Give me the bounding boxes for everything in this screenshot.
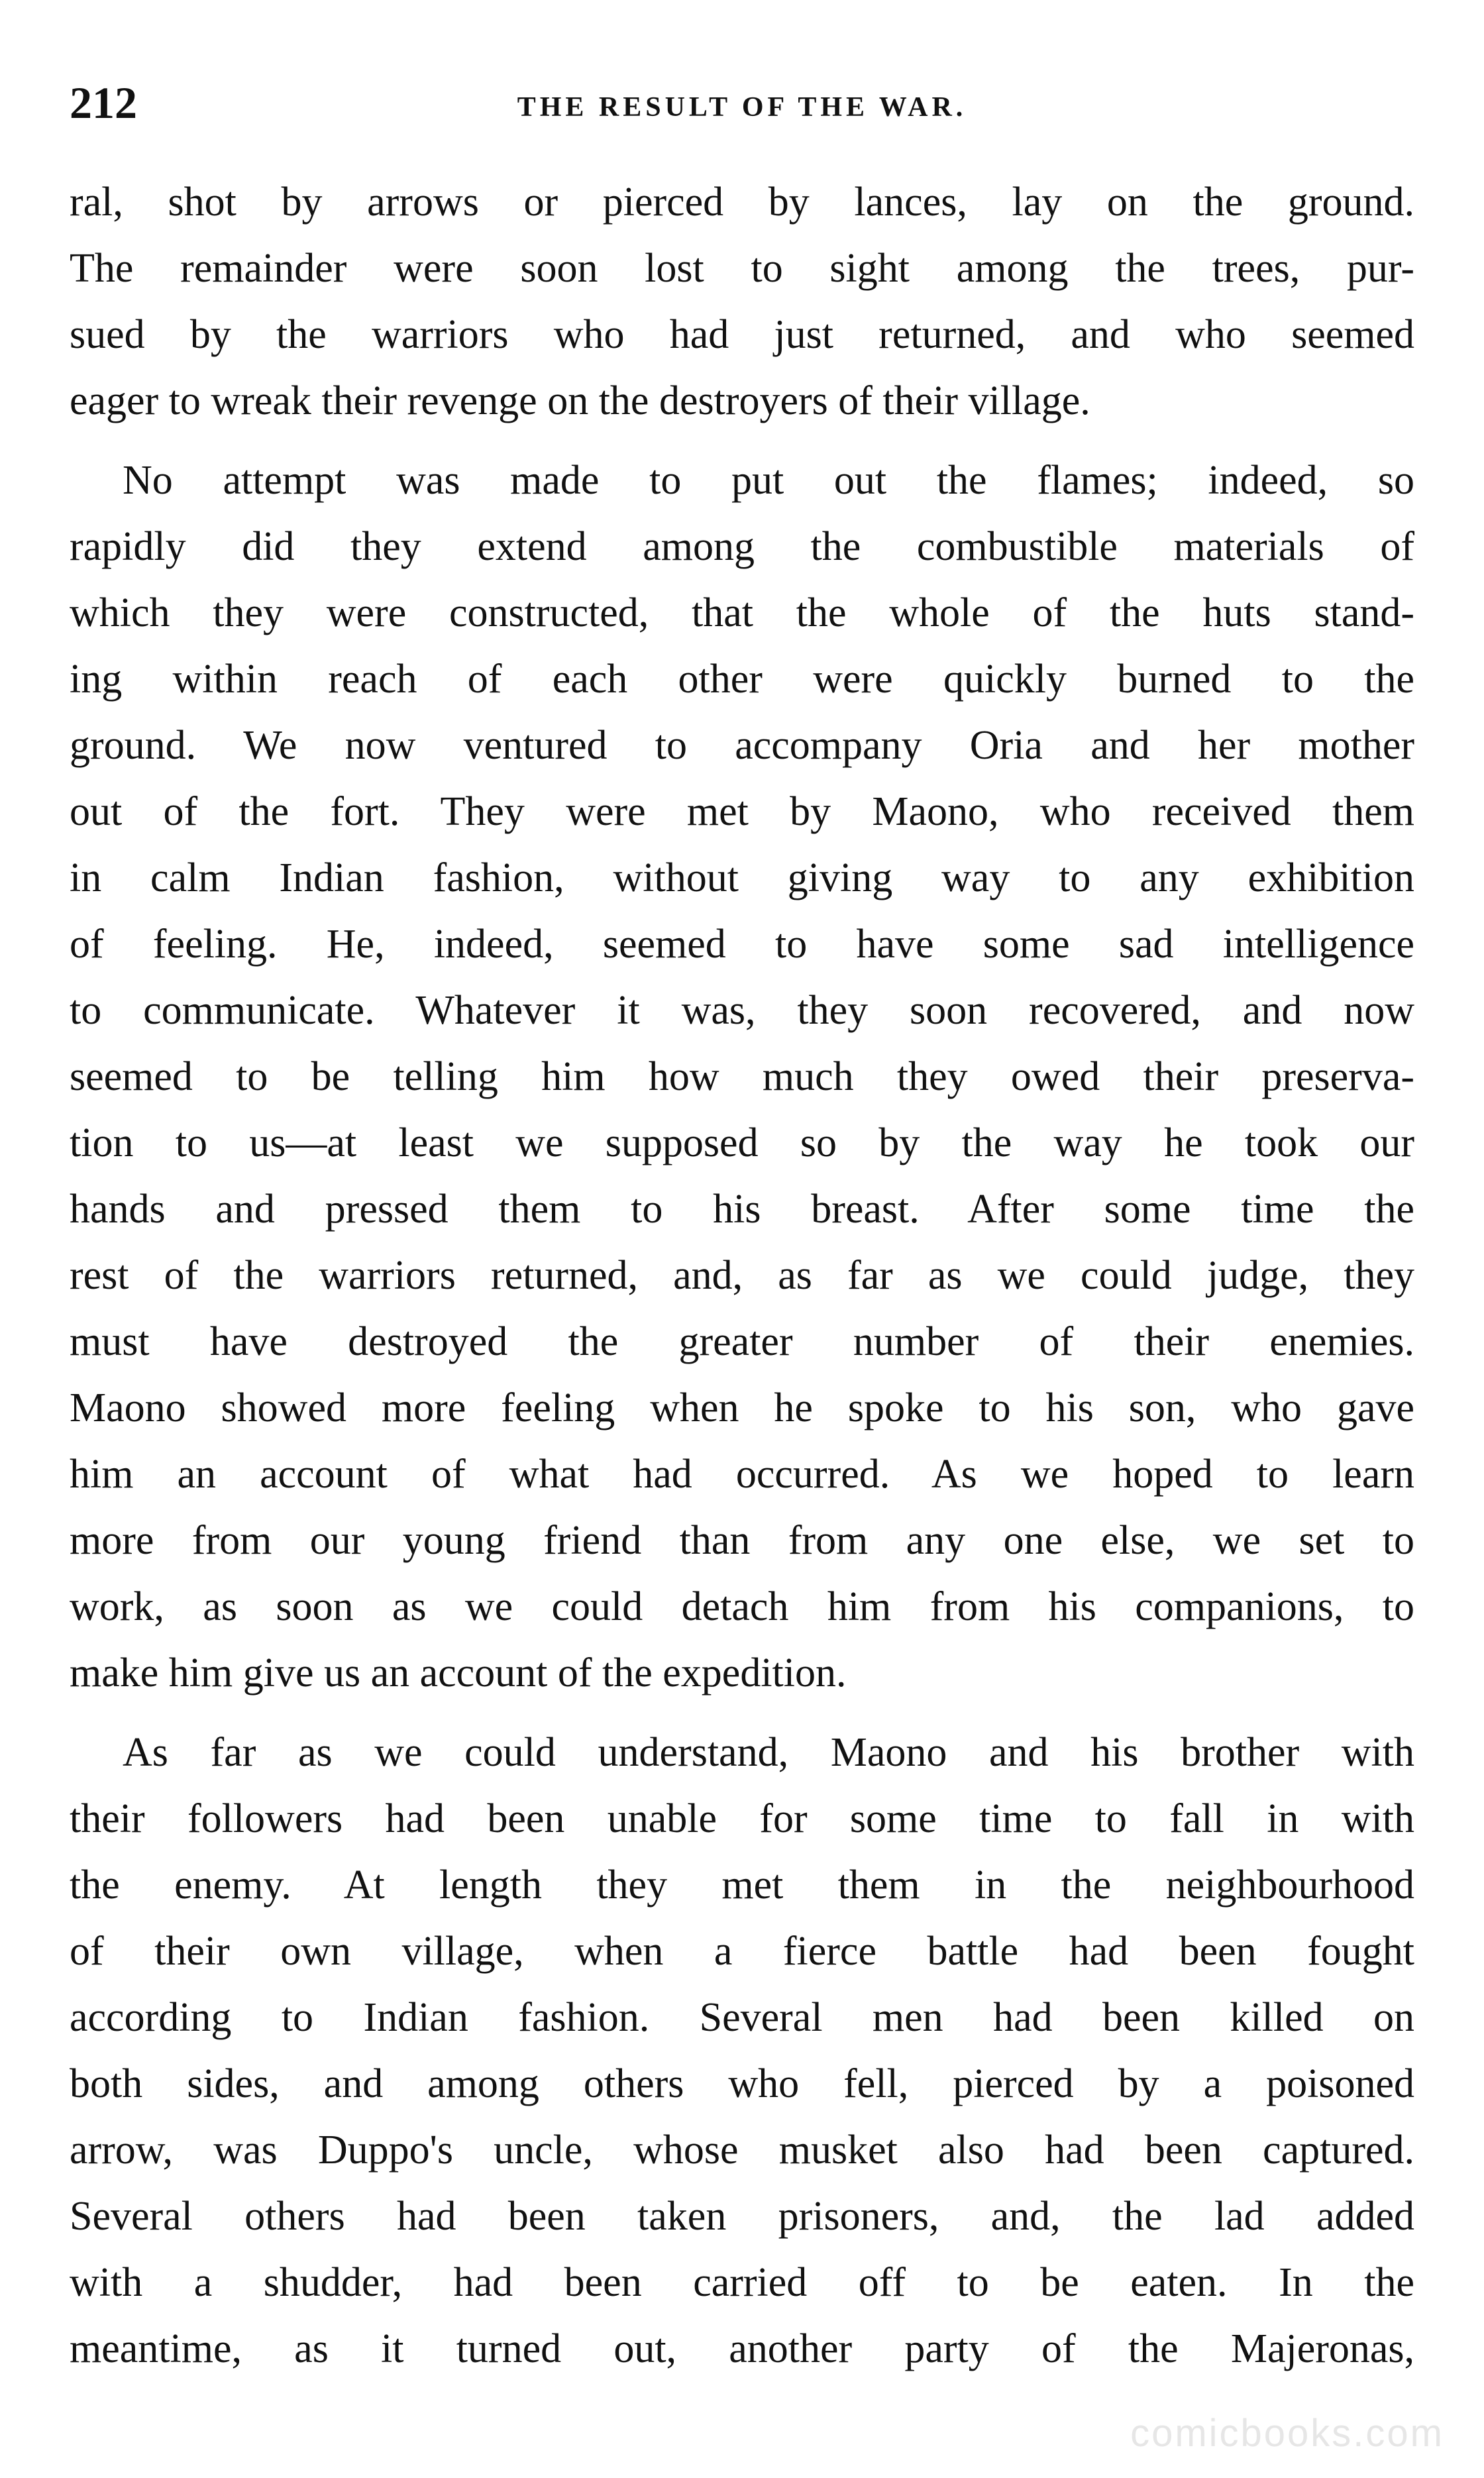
text-line: seemed to be telling him how much they owed their preserva- [70, 1054, 1414, 1099]
text-line: in calm Indian fashion, without giving way to any exhibition [70, 855, 1414, 900]
page-number: 212 [70, 78, 137, 128]
body-text [70, 169, 1414, 2395]
text-line: the enemy. At length they met them in the neighbourhood [70, 1862, 1414, 1908]
text-line: ing within reach of each other were quickly burned to the [70, 657, 1414, 702]
text-line: with a shudder, had been carried off to be eaten. In the [70, 2260, 1414, 2305]
text-line: work, as soon as we could detach him from his companions, to [70, 1584, 1414, 1629]
text-line: to communicate. Whatever it was, they soon recovered, and now [70, 988, 1414, 1033]
text-line: sued by the warriors who had just returned, and who seemed [70, 312, 1414, 357]
text-line: meantime, as it turned out, another party of the Majeronas, [70, 2326, 1414, 2371]
text-line: As far as we could understand, Maono and his brother with [123, 1730, 1414, 1775]
text-line: of feeling. He, indeed, seemed to have some sad intelligence [70, 922, 1414, 967]
text-line: make him give us an account of the expedition. [70, 1650, 847, 1696]
text-line: tion to us—at least we supposed so by the way he took our [70, 1120, 1414, 1165]
text-line: according to Indian fashion. Several men had been killed on [70, 1995, 1414, 2040]
paragraph-1 [70, 169, 1414, 434]
text-line: both sides, and among others who fell, pierced by a poisoned [70, 2061, 1414, 2106]
text-line: Several others had been taken prisoners, and, the lad added [70, 2194, 1414, 2239]
text-line: out of the fort. They were met by Maono, who received them [70, 789, 1414, 834]
text-line: ral, shot by arrows or pierced by lances, lay on the ground. [70, 180, 1414, 225]
running-head [70, 73, 1414, 139]
paragraph-2 [70, 447, 1414, 1706]
text-line: arrow, was Duppo's uncle, whose musket also had been captured. [70, 2128, 1414, 2173]
text-line: him an account of what had occurred. As we hoped to learn [70, 1452, 1414, 1497]
text-line: of their own village, when a fierce battle had been fought [70, 1929, 1414, 1974]
text-line: eager to wreak their revenge on the destroyers of their village. [70, 378, 1090, 423]
text-line: rest of the warriors returned, and, as far as we could judge, they [70, 1253, 1414, 1298]
text-line: which they were constructed, that the whole of the huts stand- [70, 590, 1414, 635]
text-line: more from our young friend than from any one else, we set to [70, 1518, 1414, 1563]
watermark: comicbooks.com [1130, 2412, 1444, 2455]
text-line: must have destroyed the greater number of their enemies. [70, 1319, 1414, 1364]
text-line: The remainder were soon lost to sight among the trees, pur- [70, 246, 1414, 291]
paragraph-3 [70, 1719, 1414, 2382]
text-line: rapidly did they extend among the combustible materials of [70, 524, 1414, 569]
text-line: No attempt was made to put out the flames; indeed, so [123, 458, 1414, 503]
text-line: hands and pressed them to his breast. After some time the [70, 1187, 1414, 1232]
page-header-title: THE RESULT OF THE WAR. [517, 92, 967, 123]
text-line: ground. We now ventured to accompany Oria and her mother [70, 723, 1414, 768]
text-line: Maono showed more feeling when he spoke to his son, who gave [70, 1385, 1414, 1430]
text-line: their followers had been unable for some time to fall in with [70, 1796, 1414, 1841]
